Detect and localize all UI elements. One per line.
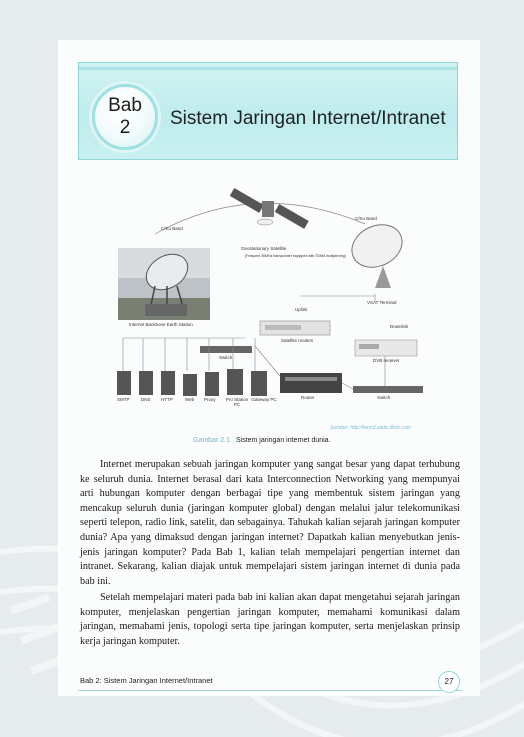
label-switch-top: Switch — [219, 355, 233, 360]
network-diagram-art — [115, 186, 435, 426]
switch-right-icon — [353, 386, 423, 393]
figure-caption-number: Gambar 2.1 — [193, 437, 230, 444]
footer-rule — [78, 690, 462, 691]
bab-word: Bab — [108, 95, 142, 116]
router-icon — [280, 373, 342, 393]
dvb-receiver-icon — [355, 340, 417, 356]
label-switch-right: Switch — [377, 395, 391, 400]
label-router: Router — [301, 395, 315, 400]
satellite-icon — [230, 188, 309, 229]
label-dvb-receiver: DVB receiver — [373, 358, 400, 363]
label-satellite: Geostationary Satellite — [241, 246, 287, 251]
page-number: 27 — [438, 671, 460, 693]
chapter-title: Sistem Jaringan Internet/Intranet — [170, 108, 446, 129]
network-diagram — [115, 186, 435, 426]
label-sat-modem: Satellite modem — [281, 338, 314, 343]
figure-source: Sumber: http://farm3.static.flickr.com — [330, 425, 411, 431]
paragraph-1: Internet merupakan sebuah jaringan komputer yang sangat besar yang dapat terhubung ke seluruh dunia. Internet berasal dari kata Interconnection Networking yang mempunyai arti hubungan komputer dengan berbagai tipe yang membentuk sistem jaringan yang mencakup seluruh dunia (jaringan komputer global) dengan melalui jalur telekomunikasi seperti telepon, radio link, satelit, dan sebagainya. Tahukah kalian sejarah jaringan komputer dunia? Apa yang dimaksud dengan jaringan internet? Dapatkah kalian menyebutkan jenis-jenis jaringan komputer? Pada Bab 1, kalian telah mempelajari pengertian internet dan intranet. Sekarang, kalian diajak untuk mempelajari sistem jaringan internet di dunia pada bab ini. — [80, 459, 460, 587]
figure-caption — [193, 437, 331, 444]
label-server-gateway: Gateway PC — [251, 397, 277, 402]
label-server-smtp: SMTP — [117, 397, 130, 402]
label-uplink: Uplink — [295, 307, 308, 312]
chapter-number — [92, 95, 158, 139]
switch-top-icon — [200, 346, 252, 353]
label-server-proxy: Proxy — [204, 397, 216, 402]
bab-number: 2 — [119, 117, 131, 138]
label-server-pro-station: Pro Station PC — [225, 397, 249, 407]
label-server-http: HTTP — [161, 397, 173, 402]
label-satellite-note: (Frequent 36MHz transponder equipped with TDMA multiplexing) — [245, 254, 346, 258]
earth-station-photo — [118, 247, 210, 320]
label-earth-station: Internet Backbone Earth Station — [129, 322, 193, 327]
label-server-dns: DNS — [141, 397, 151, 402]
footer-chapter-title: Bab 2: Sistem Jaringan Internet/Intranet — [80, 676, 213, 685]
label-server-web: Web — [185, 397, 195, 402]
paragraph-2: Setelah mempelajari materi pada bab ini kalian akan dapat mengetahui sejarah jaringan komputer, menjelaskan pengertian jaringan komputer, memahami komunikasi dalam jaringan, memahami jenis, topologi serta tipe jaringan komputer, serta menjelaskan prinsip kerja jaringan komputer. — [80, 592, 460, 647]
header-stripe — [79, 67, 457, 70]
label-downlink: Downlink — [390, 324, 409, 329]
figure-caption-text: Sistem jaringan internet dunia. — [235, 437, 331, 444]
vsat-dish-icon — [345, 217, 409, 288]
satellite-modem-icon — [260, 321, 330, 335]
label-cband-left: C/Ku Band — [161, 226, 183, 231]
label-vsat: VSAT Terminal — [367, 300, 397, 305]
label-cband-right: C/Ku Band — [355, 216, 377, 221]
